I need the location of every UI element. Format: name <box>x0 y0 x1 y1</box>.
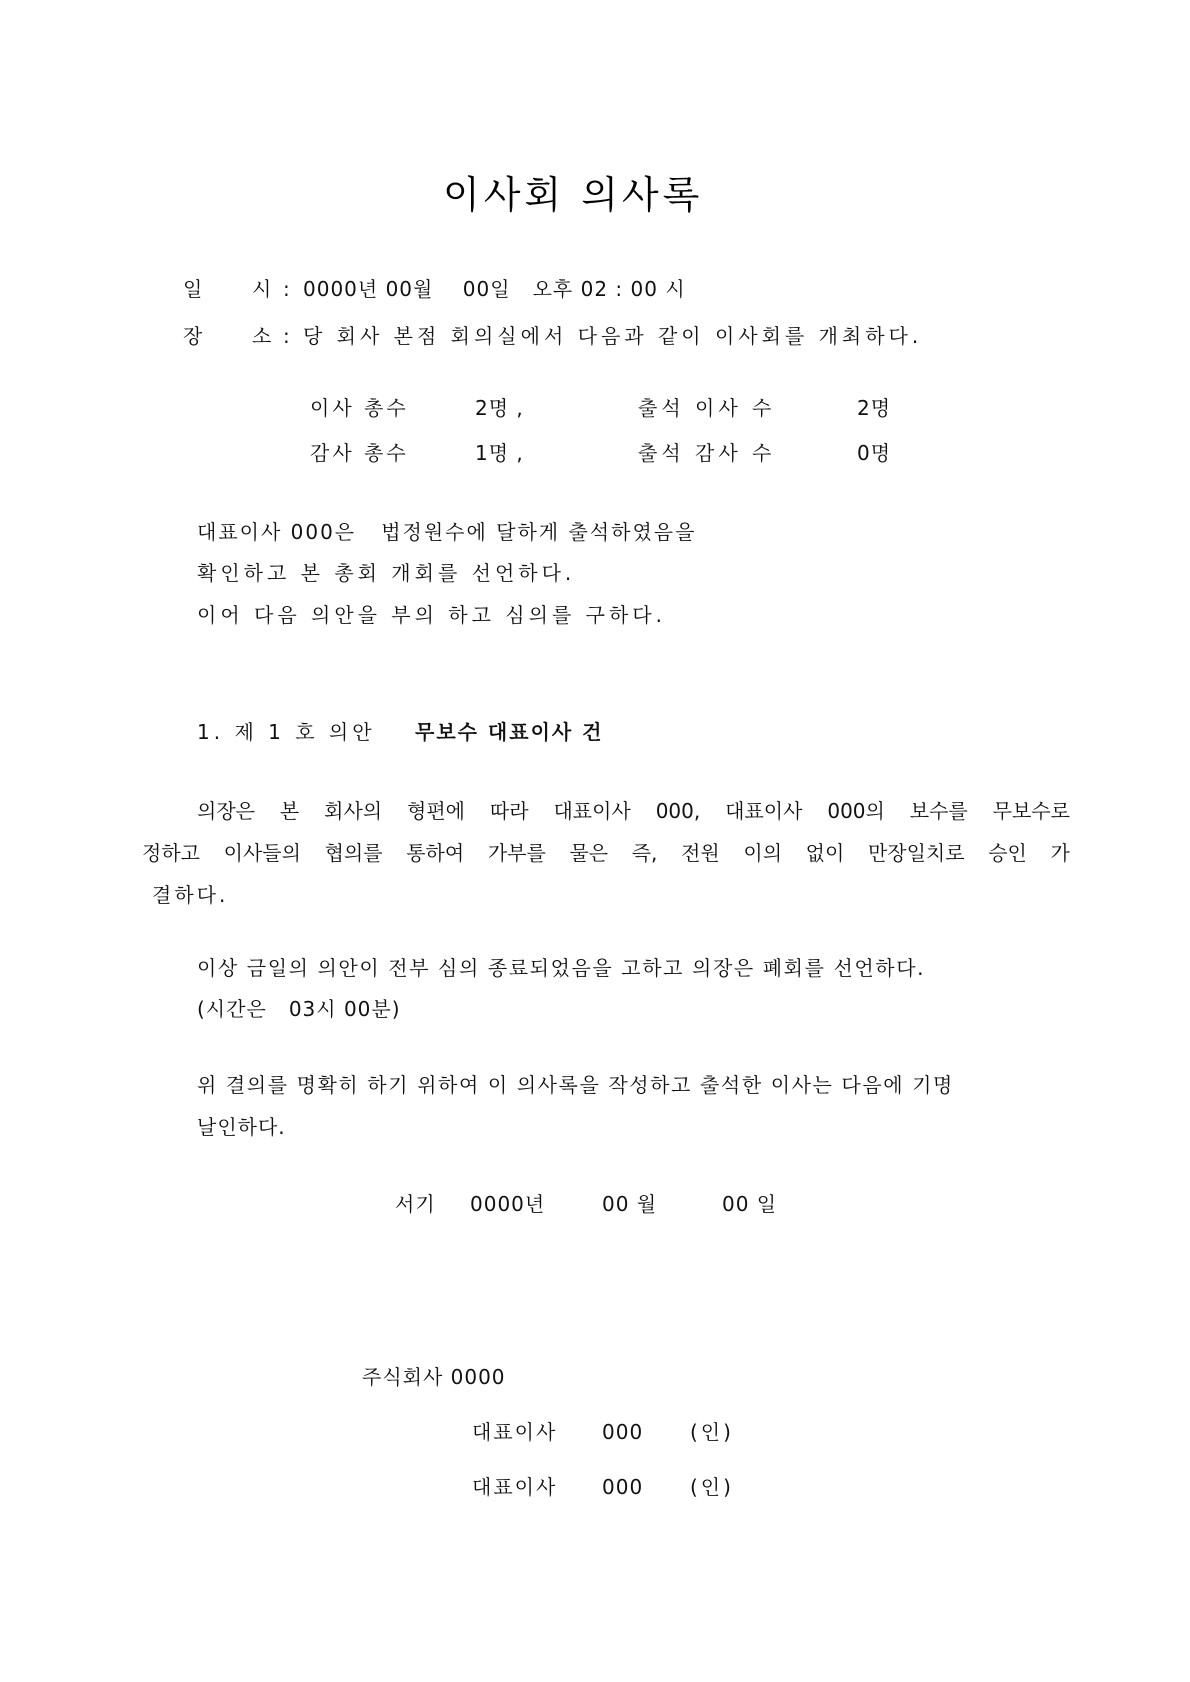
agenda-subject: 무보수 대표이사 건 <box>415 720 604 744</box>
auditor-attend-value: 0명 <box>857 441 892 465</box>
datetime-label-2: 시 <box>252 277 273 301</box>
agenda-body-line-2 <box>142 843 1070 863</box>
signer-name: 000 <box>602 1420 644 1444</box>
agenda-body-line-3: 결하다. <box>152 883 229 907</box>
word: 보수를 <box>909 799 968 823</box>
agenda-body-line-1 <box>197 801 1070 821</box>
datetime-value: 0000년 00월 00일 오후 02 : 00 시 <box>303 277 686 301</box>
auditor-attend-label: 출석 감사 수 <box>638 441 776 465</box>
word: 정하고 <box>142 841 200 865</box>
location-label-1: 장 <box>183 324 204 348</box>
word: 승인 <box>988 841 1027 865</box>
word: 형편에 <box>407 799 465 823</box>
location-value: 당 회사 본점 회의실에서 다음과 같이 이사회를 개최하다. <box>303 324 923 348</box>
page-title: 이사회 의사록 <box>443 173 704 217</box>
date-day: 00 일 <box>722 1192 778 1216</box>
word: 가부를 <box>487 841 546 865</box>
auditor-total-value: 1명 , <box>475 441 524 465</box>
resolution-line-1: 위 결의를 명확히 하기 위하여 이 의사록을 작성하고 출석한 이사는 다음에 기명 <box>197 1073 954 1097</box>
word: 따라 <box>489 799 529 823</box>
datetime-colon: : <box>283 277 291 301</box>
signer-title: 대표이사 <box>472 1420 558 1444</box>
word: 이사들의 <box>223 841 301 865</box>
datetime-label-1: 일 <box>183 277 204 301</box>
date-year: 0000년 <box>470 1192 546 1216</box>
opening-line-1: 대표이사 000은 법정원수에 달하게 출석하였음을 <box>197 520 697 544</box>
company-name: 주식회사 0000 <box>362 1365 506 1389</box>
word: 본 <box>279 799 300 823</box>
opening-line-2: 확인하고 본 총회 개회를 선언하다. <box>197 561 576 585</box>
word: 즉, <box>631 841 658 865</box>
word: 없이 <box>805 841 845 865</box>
word: 전원 <box>681 841 720 865</box>
word: 대표이사 <box>725 799 803 823</box>
location-colon: : <box>283 324 291 348</box>
word: 가 <box>1050 841 1070 865</box>
word: 의장은 <box>197 799 255 823</box>
word: 회사의 <box>324 799 383 823</box>
resolution-line-2: 날인하다. <box>197 1115 286 1139</box>
director-attend-value: 2명 <box>857 396 892 420</box>
date-era: 서기 <box>395 1192 436 1216</box>
word: 이의 <box>743 841 783 865</box>
word: 협의를 <box>324 841 383 865</box>
word: 000, <box>655 799 701 823</box>
word: 만장일치로 <box>867 841 965 865</box>
signer-title: 대표이사 <box>472 1475 558 1499</box>
word: 000의 <box>827 799 885 823</box>
director-total-value: 2명 , <box>475 396 524 420</box>
director-total-label: 이사 총수 <box>310 396 409 420</box>
word: 무보수로 <box>992 799 1070 823</box>
closing-line-1: 이상 금일의 의안이 전부 심의 종료되었음을 고하고 의장은 폐회를 선언하다. <box>197 956 926 980</box>
director-attend-label: 출석 이사 수 <box>638 396 776 420</box>
closing-line-2: (시간은 03시 00분) <box>197 997 401 1021</box>
word: 물은 <box>569 841 609 865</box>
word: 대표이사 <box>553 799 631 823</box>
agenda-number: 1. 제 1 호 의안 <box>197 720 376 744</box>
auditor-total-label: 감사 총수 <box>310 441 409 465</box>
signer-seal: (인) <box>690 1420 734 1444</box>
location-label-2: 소 <box>252 324 273 348</box>
signer-name: 000 <box>602 1475 644 1499</box>
date-month: 00 월 <box>602 1192 658 1216</box>
signer-seal: (인) <box>690 1475 734 1499</box>
word: 통하여 <box>406 841 465 865</box>
opening-line-3: 이어 다음 의안을 부의 하고 심의를 구하다. <box>197 603 666 627</box>
